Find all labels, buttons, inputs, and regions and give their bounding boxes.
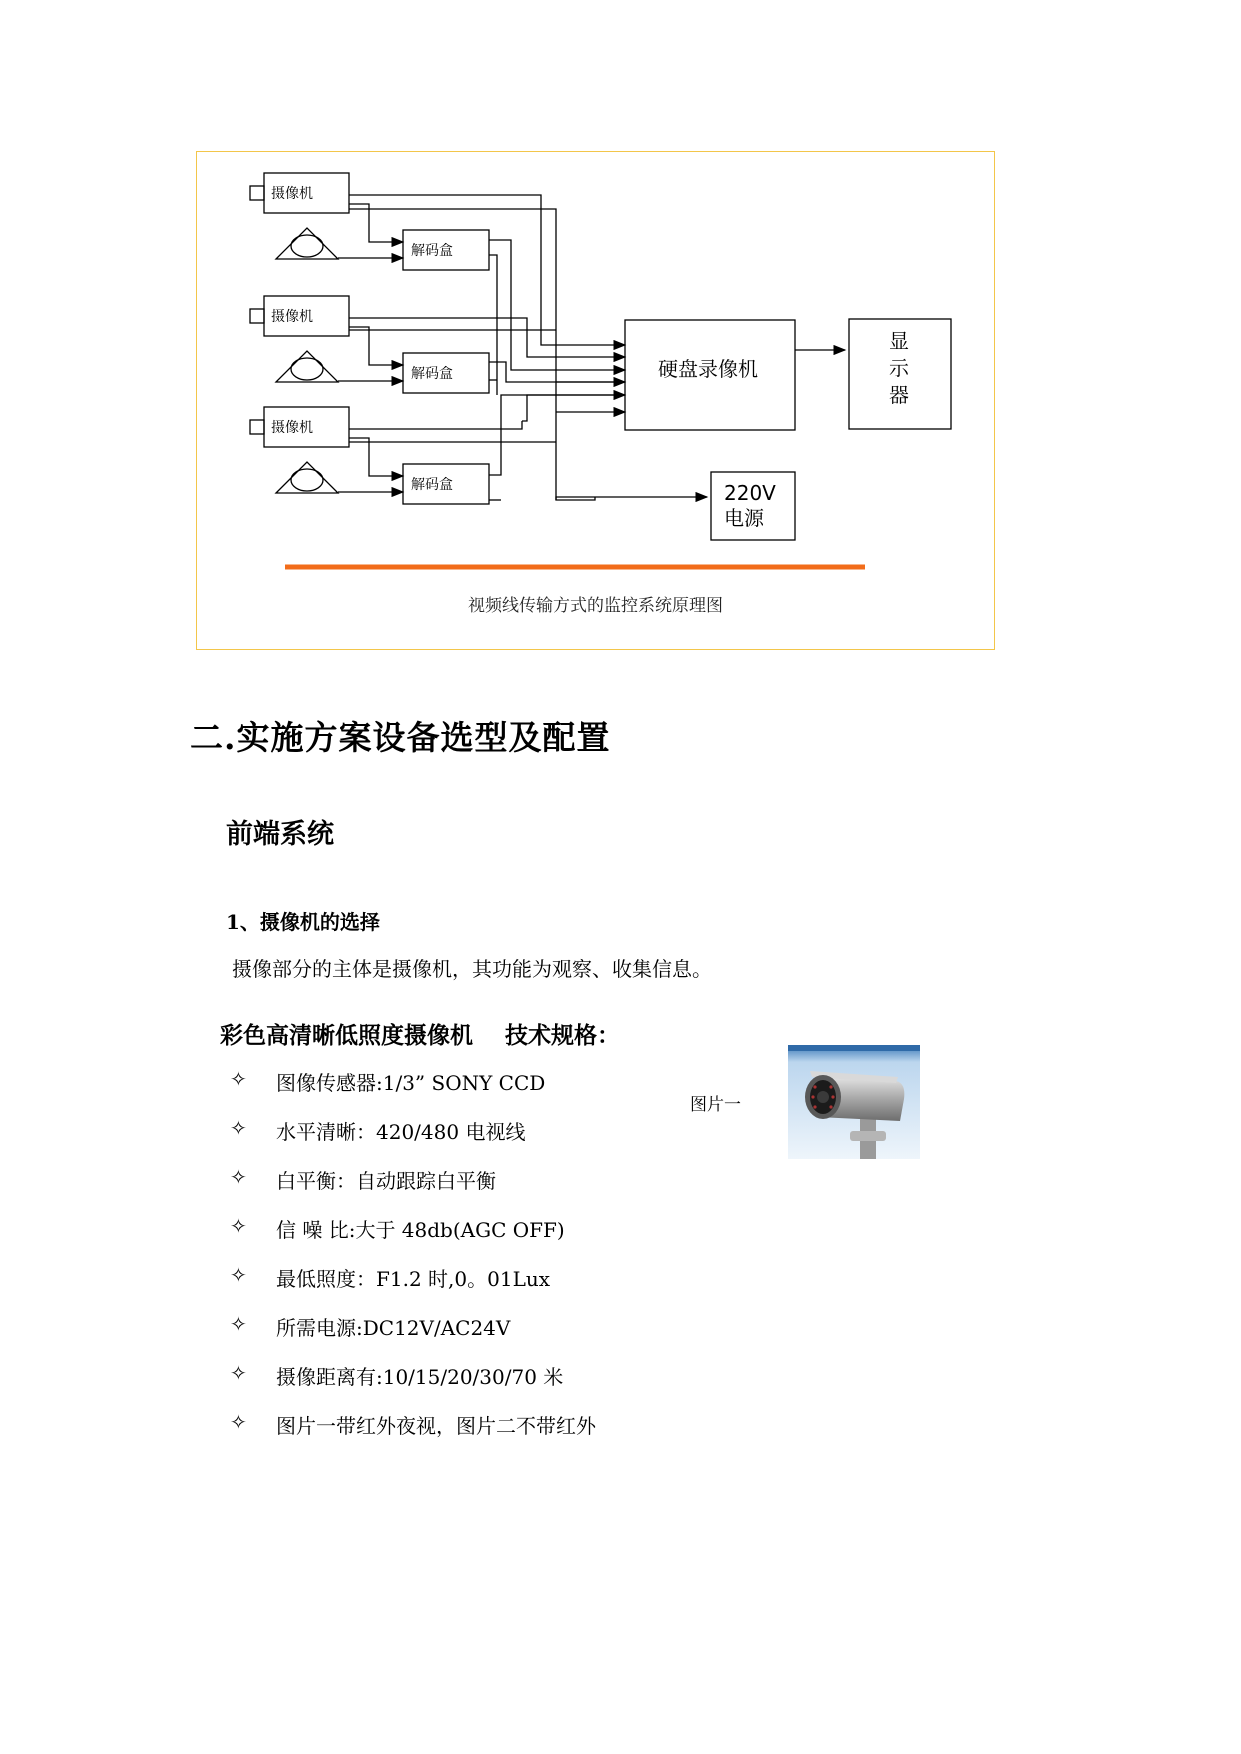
bullet-icon: ✧ [230, 1263, 247, 1287]
section-subtitle: 前端系统 [226, 819, 334, 850]
spec-item [230, 1312, 596, 1361]
spec-text: 水平清晰：420/480 电视线 [276, 1120, 526, 1144]
diagram-svg [197, 152, 996, 651]
display-label-line-3: 器 [889, 383, 909, 407]
camera-label-1: 摄像机 [271, 186, 313, 202]
spec-text: 图片一带红外夜视，图片二不带红外 [276, 1414, 596, 1438]
bullet-icon: ✧ [230, 1214, 247, 1238]
spec-text: 最低照度：F1.2 时,0。01Lux [276, 1267, 551, 1291]
camera-lens-icon [250, 309, 264, 323]
camera-mount-icon [276, 228, 338, 259]
camera-mount-icon [276, 351, 338, 382]
spec-text: 白平衡：自动跟踪白平衡 [276, 1169, 496, 1193]
spec-list [230, 1067, 596, 1459]
display-label-line-1: 显 [889, 329, 909, 353]
diagram-caption: 视频线传输方式的监控系统原理图 [468, 596, 723, 616]
decoder-label-1: 解码盒 [411, 243, 453, 259]
display-label-line-2: 示 [889, 356, 909, 380]
bullet-icon: ✧ [230, 1067, 247, 1091]
section-title: 二.实施方案设备选型及配置 [190, 718, 611, 757]
power-label-line-1: 220V [724, 481, 776, 505]
spec-title: 彩色高清晰低照度摄像机 技术规格： [220, 1022, 621, 1049]
spec-item [230, 1116, 596, 1165]
bullet-icon: ✧ [230, 1165, 247, 1189]
spec-text: 信 噪 比:大于 48db(AGC OFF) [276, 1218, 565, 1242]
camera-lens-icon [250, 420, 264, 434]
camera-mount-icon [276, 462, 338, 493]
decoder-label-2: 解码盒 [411, 366, 453, 382]
spec-item [230, 1165, 596, 1214]
bullet-icon: ✧ [230, 1312, 247, 1336]
bullet-icon: ✧ [230, 1361, 247, 1385]
spec-text: 摄像距离有:10/15/20/30/70 米 [276, 1365, 564, 1389]
spec-item [230, 1263, 596, 1312]
item-heading: 1、摄像机的选择 [226, 910, 380, 934]
camera-label-3: 摄像机 [271, 420, 313, 436]
photo-label: 图片一 [690, 1095, 741, 1115]
camera-lens-icon [250, 186, 264, 200]
spec-text: 图像传感器:1/3” SONY CCD [276, 1071, 546, 1095]
spec-item [230, 1410, 596, 1459]
monitoring-system-diagram [196, 151, 995, 650]
bullet-icon: ✧ [230, 1116, 247, 1140]
camera-label-2: 摄像机 [271, 309, 313, 325]
decoder-label-3: 解码盒 [411, 477, 453, 493]
spec-text: 所需电源:DC12V/AC24V [276, 1316, 511, 1340]
spec-item [230, 1067, 596, 1116]
bullet-icon: ✧ [230, 1410, 247, 1434]
power-label-line-2: 电源 [724, 506, 764, 530]
intro-paragraph: 摄像部分的主体是摄像机，其功能为观察、收集信息。 [232, 957, 712, 981]
dvr-label: 硬盘录像机 [658, 357, 758, 381]
spec-item [230, 1214, 596, 1263]
camera-photo [788, 1045, 920, 1159]
spec-item [230, 1361, 596, 1410]
